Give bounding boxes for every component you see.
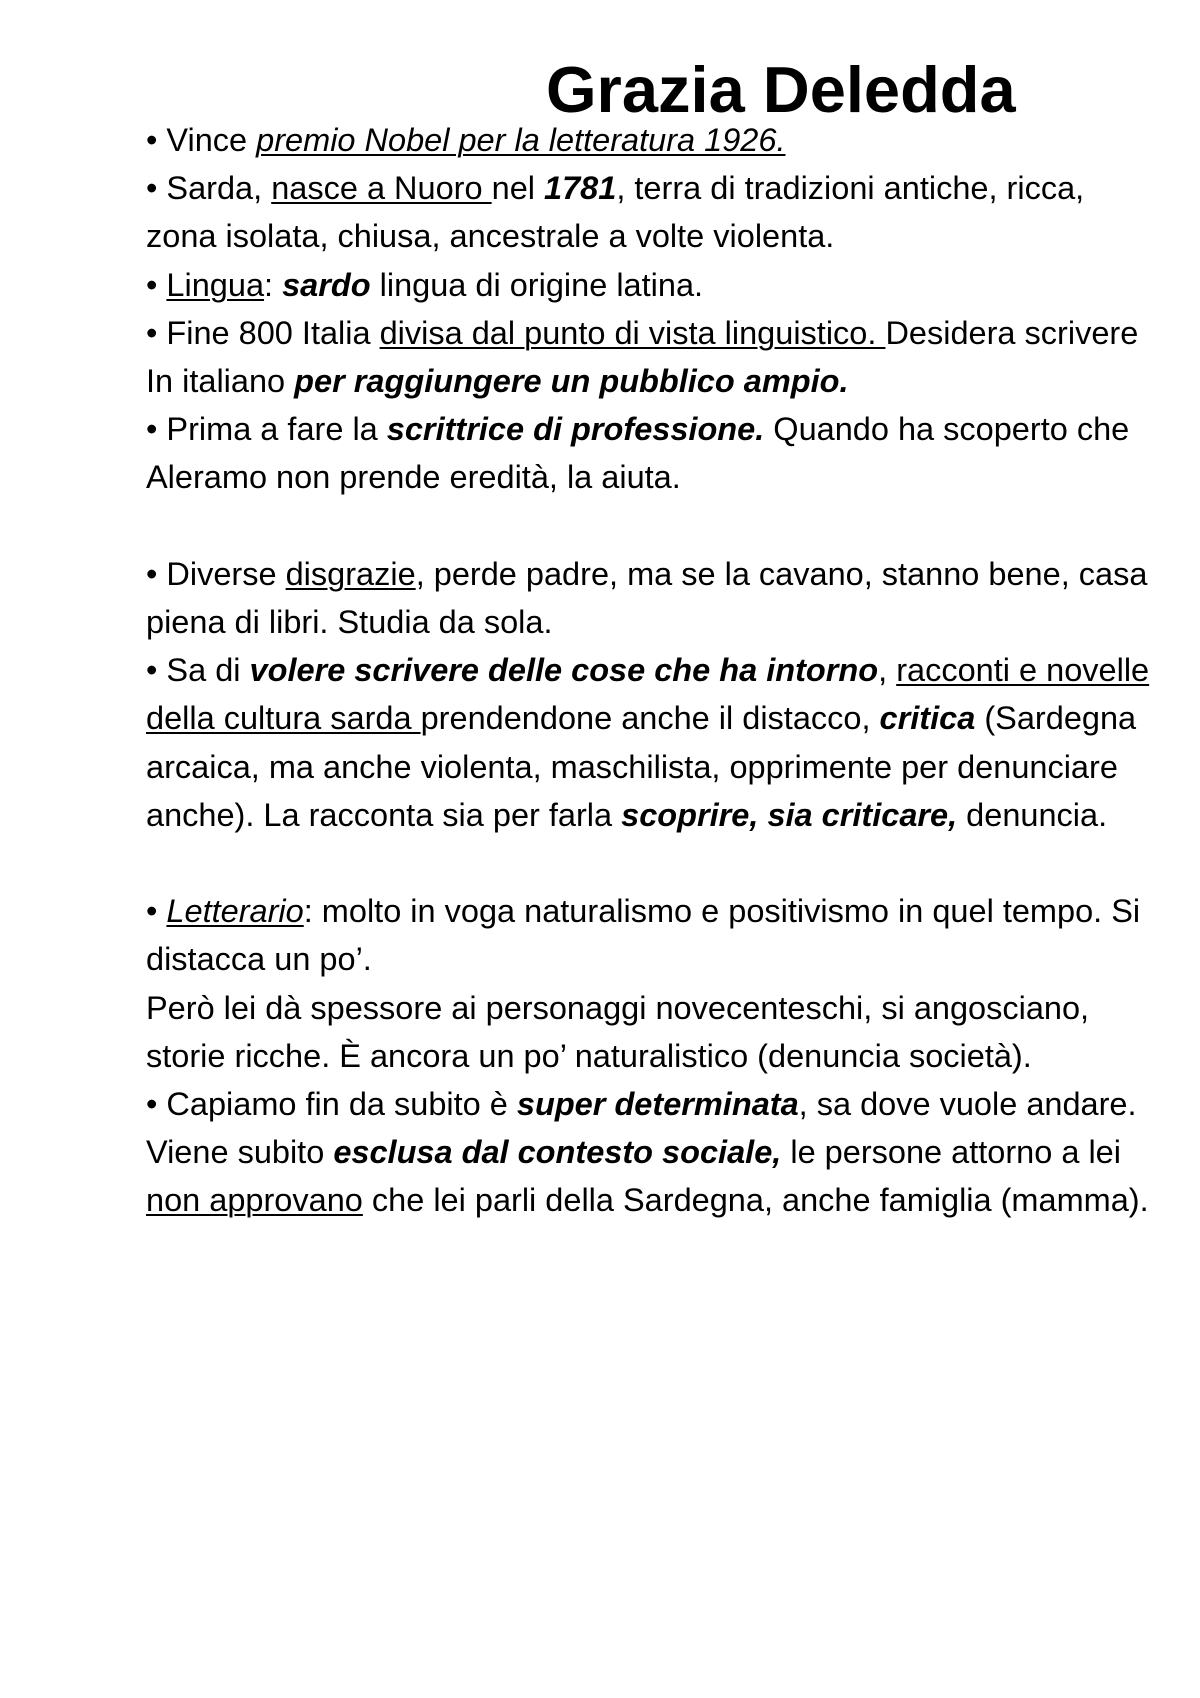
text-run: nasce a Nuoro	[271, 170, 492, 207]
text-run: Quando ha scoperto che Aleramo non prende eredità, la aiuta.	[146, 411, 1130, 496]
document-page	[146, 53, 1156, 1225]
text-run: nel	[491, 170, 545, 207]
text-run: racconti e novelle della cultura sarda	[146, 652, 1150, 737]
text-run: Desidera scrivere In italiano	[146, 314, 1139, 400]
text-run: super determinata	[516, 1086, 799, 1123]
text-run: •	[146, 266, 167, 303]
paragraph	[146, 164, 1156, 260]
paragraph	[146, 550, 1156, 646]
text-run: ,	[878, 652, 897, 689]
text-run: , perde padre, ma se la cavano, stanno bene, casa piena di libri. Studia da sola.	[146, 555, 1148, 641]
text-run: che lei parli della Sardegna, anche famiglia (mamma).	[362, 1182, 1149, 1219]
paragraph	[146, 261, 1156, 309]
text-run: • Vince	[146, 122, 257, 158]
text-run: • Sa di	[146, 652, 250, 689]
text-run: Però lei dà spessore ai personaggi novecenteschi, si angosciano, storie ricche. È ancora un po’ naturalistico (denuncia società).	[146, 989, 1090, 1074]
text-run: scrittrice di professione.	[386, 411, 765, 448]
text-run: scoprire, sia criticare,	[621, 796, 958, 833]
paragraph	[146, 1080, 1156, 1225]
document-body	[146, 116, 1156, 1225]
paragraph	[146, 405, 1156, 501]
text-run: (Sardegna arcaica, ma anche violenta, maschilista, opprimente per denunciare anche). La racconta sia per farla	[146, 700, 1137, 833]
text-run: : molto in voga naturalismo e positivismo in quel tempo. Si distacca un po’.	[146, 893, 1141, 978]
text-run: premio Nobel per la letteratura 1926.	[256, 122, 786, 158]
paragraph	[146, 887, 1156, 983]
text-run: le persone attorno a lei	[781, 1134, 1121, 1171]
document-title: Grazia Deledda	[546, 53, 1016, 126]
text-run: 1781	[544, 170, 617, 207]
text-run: per raggiungere un pubblico ampio.	[294, 363, 849, 400]
text-run: sardo	[282, 266, 371, 303]
text-run: • Fine 800 Italia	[146, 314, 380, 351]
text-run: , terra di tradizioni antiche, ricca, zona isolata, chiusa, ancestrale a volte violenta.	[146, 170, 1085, 255]
text-run: Lingua	[166, 266, 265, 303]
text-run: divisa dal punto di vista linguistico.	[379, 314, 886, 351]
text-run: esclusa dal contesto sociale,	[333, 1134, 782, 1171]
text-run: denuncia.	[957, 796, 1108, 833]
blank-line	[146, 839, 1156, 887]
text-run: •	[146, 893, 167, 930]
text-run: • Diverse	[146, 555, 286, 592]
blank-line	[146, 502, 1156, 550]
text-run: lingua di origine latina.	[370, 266, 704, 303]
paragraph	[146, 309, 1156, 405]
paragraph	[146, 984, 1156, 1080]
text-run: prendendone anche il distacco,	[420, 700, 880, 737]
text-run: non approvano	[146, 1182, 363, 1219]
text-run: disgrazie	[285, 555, 416, 592]
text-run: volere scrivere delle cose che ha intorno	[249, 652, 879, 689]
text-run: • Capiamo fin da subito è	[146, 1086, 517, 1123]
text-run: • Sarda,	[146, 170, 272, 207]
text-run: , sa dove vuole andare. Viene subito	[146, 1086, 1137, 1171]
text-run: • Prima a fare la	[146, 411, 387, 448]
text-run: critica	[879, 700, 976, 737]
paragraph	[146, 646, 1156, 839]
text-run: :	[264, 266, 283, 303]
text-run: Letterario	[166, 893, 304, 930]
